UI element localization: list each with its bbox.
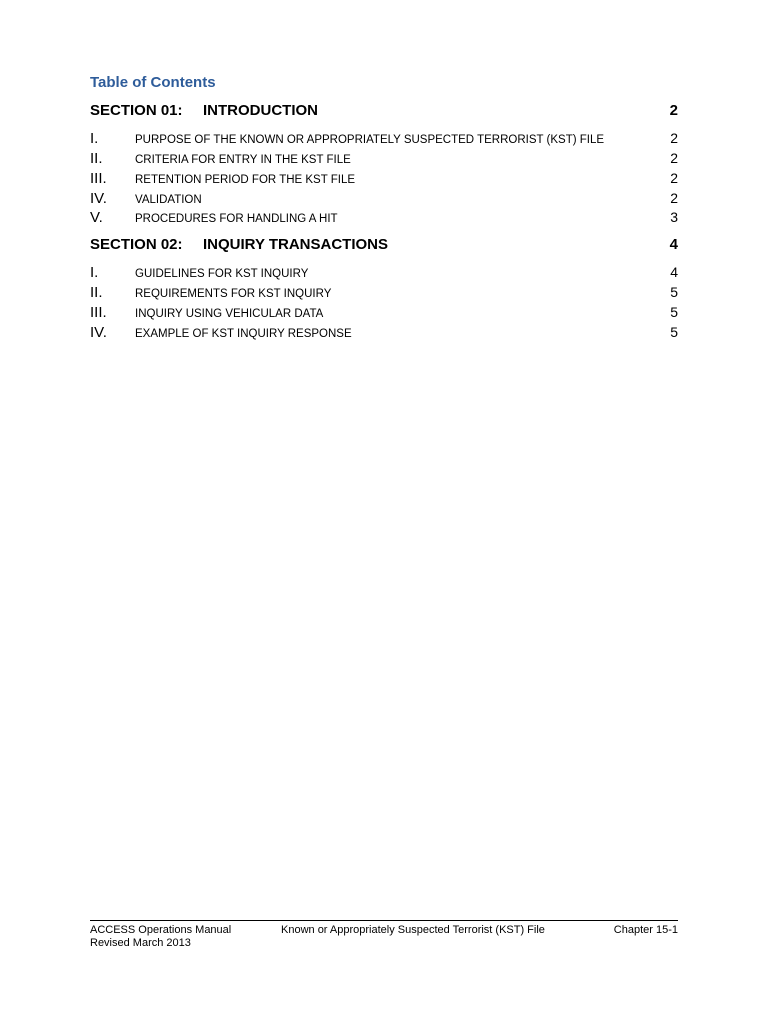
item-roman-numeral: IV. — [90, 190, 107, 207]
footer-revised-date: Revised March 2013 — [90, 937, 191, 949]
footer-file-title: Known or Appropriately Suspected Terrorist (KST) File — [281, 924, 545, 936]
item-roman-numeral: II. — [90, 284, 103, 301]
item-label: EXAMPLE OF KST INQUIRY RESPONSE — [135, 328, 352, 340]
section-number: SECTION 02: — [90, 236, 183, 253]
item-page-number: 2 — [670, 150, 678, 166]
item-page-number: 3 — [670, 209, 678, 225]
toc-item-row[interactable] — [90, 209, 678, 227]
page-footer — [90, 920, 678, 949]
item-roman-numeral: IV. — [90, 324, 107, 341]
toc-item-row[interactable] — [90, 264, 678, 282]
toc-section-row[interactable] — [90, 102, 678, 122]
item-roman-numeral: II. — [90, 150, 103, 167]
item-roman-numeral: III. — [90, 304, 107, 321]
item-roman-numeral: I. — [90, 130, 99, 147]
section-page-number: 4 — [669, 236, 678, 253]
item-roman-numeral: I. — [90, 264, 99, 281]
section-title: INQUIRY TRANSACTIONS — [203, 236, 389, 253]
item-page-number: 2 — [670, 130, 678, 146]
item-label: REQUIREMENTS FOR KST INQUIRY — [135, 288, 332, 300]
item-page-number: 5 — [670, 284, 678, 300]
section-page-number: 2 — [669, 102, 678, 119]
item-label: CRITERIA FOR ENTRY IN THE KST FILE — [135, 154, 351, 166]
item-page-number: 5 — [670, 304, 678, 320]
footer-left — [90, 924, 231, 950]
item-label: PROCEDURES FOR HANDLING A HIT — [135, 213, 338, 225]
footer-chapter: Chapter 15-1 — [613, 924, 678, 936]
toc-item-row[interactable] — [90, 170, 678, 188]
toc-item-row[interactable] — [90, 284, 678, 302]
footer-manual-name: ACCESS Operations Manual — [90, 924, 232, 936]
item-label: PURPOSE OF THE KNOWN OR APPROPRIATELY SUSPECTED TERRORIST (KST) FILE — [135, 134, 605, 146]
item-roman-numeral: V. — [90, 209, 103, 226]
toc-section-row[interactable] — [90, 236, 678, 256]
toc-item-row[interactable] — [90, 190, 678, 208]
toc-item-row[interactable] — [90, 130, 678, 148]
item-page-number: 2 — [670, 190, 678, 206]
toc-title: Table of Contents — [90, 74, 216, 91]
toc-item-row[interactable] — [90, 304, 678, 322]
item-page-number: 4 — [670, 264, 678, 280]
item-label: GUIDELINES FOR KST INQUIRY — [135, 268, 309, 280]
toc-item-row[interactable] — [90, 324, 678, 342]
item-page-number: 2 — [670, 170, 678, 186]
toc-item-row[interactable] — [90, 150, 678, 168]
item-label: VALIDATION — [135, 194, 202, 206]
item-label: INQUIRY USING VEHICULAR DATA — [135, 308, 324, 320]
item-label: RETENTION PERIOD FOR THE KST FILE — [135, 174, 356, 186]
item-roman-numeral: III. — [90, 170, 107, 187]
section-number: SECTION 01: — [90, 102, 183, 119]
section-title: INTRODUCTION — [203, 102, 318, 119]
item-page-number: 5 — [670, 324, 678, 340]
